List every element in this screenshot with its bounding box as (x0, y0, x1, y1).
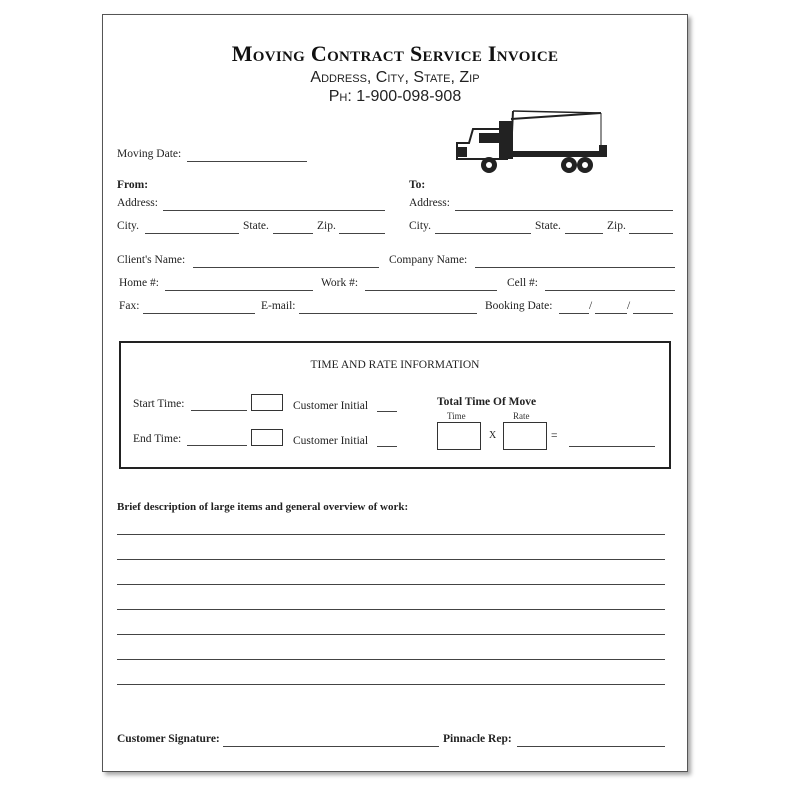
from-zip-field[interactable] (339, 233, 385, 234)
fax-field[interactable] (143, 313, 255, 314)
moving-date-field[interactable] (187, 161, 307, 162)
moving-date-label: Moving Date: (117, 148, 182, 160)
equals-sign: = (551, 430, 558, 442)
pinnacle-rep-field[interactable] (517, 746, 665, 747)
time-rate-heading: TIME AND RATE INFORMATION (310, 359, 480, 371)
work-phone-field[interactable] (365, 290, 497, 291)
start-customer-initial-label: Customer Initial (293, 400, 369, 412)
company-name-label: Company Name: (389, 254, 468, 266)
start-customer-initial-field[interactable] (377, 411, 397, 412)
home-phone-field[interactable] (165, 290, 313, 291)
from-address-field[interactable] (163, 210, 385, 211)
booking-date-day-field[interactable] (595, 313, 627, 314)
booking-date-separator: / (589, 300, 593, 312)
from-state-label: State. (243, 220, 269, 232)
customer-signature-label: Customer Signature: (117, 733, 220, 745)
from-zip-label: Zip. (317, 220, 336, 232)
header-phone: Ph: 1-900-098-908 (328, 88, 462, 105)
multiply-sign: X (489, 430, 497, 441)
total-time-heading: Total Time Of Move (437, 396, 537, 408)
rate-caption: Rate (513, 411, 530, 421)
total-time-box[interactable] (437, 422, 481, 450)
from-city-label: City. (117, 220, 139, 232)
header-address: Address, City, State, Zip (310, 69, 480, 86)
customer-signature-field[interactable] (223, 746, 439, 747)
total-amount-field[interactable] (569, 446, 655, 447)
description-label: Brief description of large items and general overview of work: (117, 501, 409, 513)
to-zip-label: Zip. (607, 220, 626, 232)
moving-truck-icon (451, 107, 613, 179)
to-zip-field[interactable] (629, 233, 673, 234)
client-name-field[interactable] (193, 267, 379, 268)
end-time-initial-box[interactable] (251, 429, 283, 446)
booking-date-separator: / (627, 300, 631, 312)
home-phone-label: Home #: (119, 277, 159, 289)
end-time-field[interactable] (187, 445, 247, 446)
time-caption: Time (447, 411, 466, 421)
invoice-title: Moving Contract Service Invoice (231, 41, 559, 66)
fax-label: Fax: (119, 300, 140, 312)
start-time-label: Start Time: (133, 398, 185, 410)
email-label: E-mail: (261, 300, 296, 312)
to-state-field[interactable] (565, 233, 603, 234)
description-line[interactable] (117, 559, 665, 560)
pinnacle-rep-label: Pinnacle Rep: (443, 733, 512, 745)
cell-phone-label: Cell #: (507, 277, 538, 289)
from-city-field[interactable] (145, 233, 239, 234)
invoice-sheet (102, 14, 688, 772)
start-time-field[interactable] (191, 410, 247, 411)
end-customer-initial-label: Customer Initial (293, 435, 369, 447)
from-label: From: (117, 179, 149, 191)
description-line[interactable] (117, 634, 665, 635)
to-address-field[interactable] (455, 210, 673, 211)
from-address-label: Address: (117, 197, 158, 209)
end-customer-initial-field[interactable] (377, 446, 397, 447)
description-line[interactable] (117, 534, 665, 535)
client-name-label: Client's Name: (117, 254, 186, 266)
booking-date-month-field[interactable] (559, 313, 589, 314)
to-city-field[interactable] (435, 233, 531, 234)
description-line[interactable] (117, 584, 665, 585)
to-label: To: (409, 179, 426, 191)
work-phone-label: Work #: (321, 277, 359, 289)
to-address-label: Address: (409, 197, 450, 209)
company-name-field[interactable] (475, 267, 675, 268)
to-city-label: City. (409, 220, 431, 232)
rate-box[interactable] (503, 422, 547, 450)
description-line[interactable] (117, 684, 665, 685)
end-time-label: End Time: (133, 433, 182, 445)
description-line[interactable] (117, 609, 665, 610)
start-time-initial-box[interactable] (251, 394, 283, 411)
to-state-label: State. (535, 220, 561, 232)
booking-date-label: Booking Date: (485, 300, 553, 312)
booking-date-year-field[interactable] (633, 313, 673, 314)
from-state-field[interactable] (273, 233, 313, 234)
description-line[interactable] (117, 659, 665, 660)
email-field[interactable] (299, 313, 477, 314)
cell-phone-field[interactable] (545, 290, 675, 291)
